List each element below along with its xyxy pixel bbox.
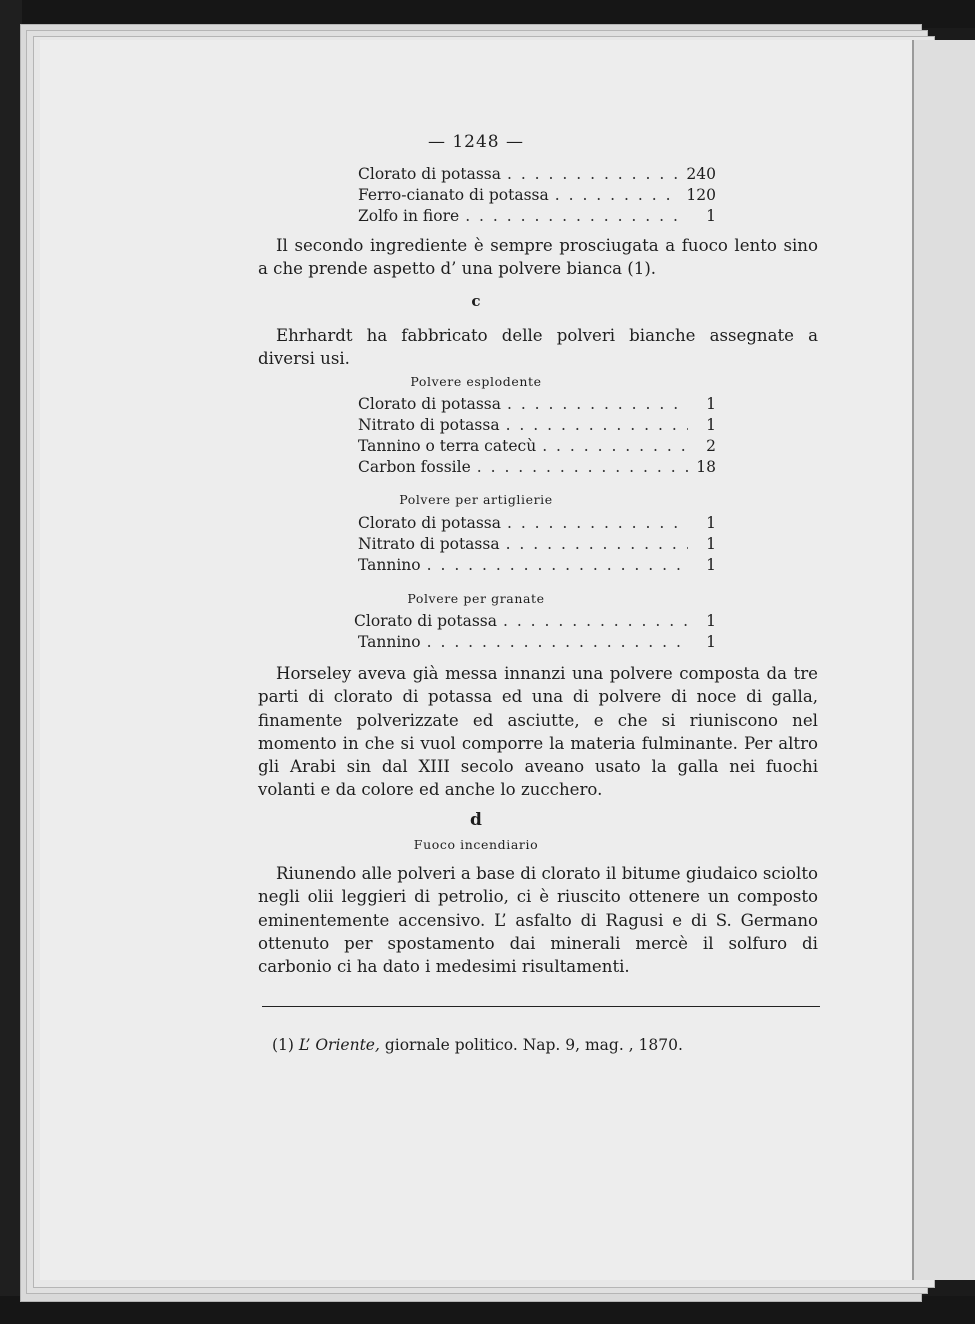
paragraph-fuoco-incendiario: Riunendo alle polveri a base di clorato il bitume giudaico sciolto negli olii leggieri di petrolio, ci è riuscito ottenere un composto eminentemente accensivo. L’ asfalto di Ragusi e di S. Germano ottenuto per spostamento dai minerali mercè il solfuro di carbonio ci ha dato i medesimi risultamenti. <box>258 864 818 977</box>
recipe-row <box>358 556 716 574</box>
subheading-polvere-artiglierie: Polvere per artiglierie <box>399 492 553 507</box>
recipe-row <box>358 416 716 434</box>
paragraph-horseley: Horseley aveva già messa innanzi una polvere composta da tre parti di clorato di potassa ed una di polvere di noce di galla, finamente polverizzate ed asciutte, e che si riuniscono nel momento in che si vuol comporre la materia fulminante. Per altro gli Arabi sin dal XIII secolo aveano usato la galla nei fuochi volanti e da colore ed anche lo zucchero. <box>258 664 818 800</box>
scan-left-border <box>0 0 22 1324</box>
footnote <box>272 1036 683 1054</box>
ingredient-label: Clorato di potassa <box>358 165 501 183</box>
footnote-rule <box>262 1006 820 1007</box>
footnote-source-title: L’ Oriente, <box>298 1036 380 1054</box>
leader-dots <box>506 416 688 434</box>
recipe-row <box>358 535 716 553</box>
ingredient-amount: 1 <box>706 556 716 574</box>
leader-dots <box>427 556 688 574</box>
leader-dots <box>427 633 688 651</box>
recipe-row <box>358 458 716 476</box>
ingredient-amount: 1 <box>706 416 716 434</box>
book-page <box>40 40 912 1280</box>
ingredient-label: Nitrato di potassa <box>358 535 500 553</box>
subheading-polvere-esplodente: Polvere esplodente <box>410 374 542 389</box>
recipe-row <box>358 186 716 204</box>
leader-dots <box>477 458 688 476</box>
ingredient-label: Clorato di potassa <box>358 395 501 413</box>
ingredient-label: Nitrato di potassa <box>358 416 500 434</box>
page-number: — 1248 — <box>427 132 525 152</box>
leader-dots <box>503 612 688 630</box>
leader-dots <box>542 437 688 455</box>
facing-page-edge <box>912 40 975 1280</box>
ingredient-amount: 1 <box>706 395 716 413</box>
ingredient-label: Carbon fossile <box>358 458 471 476</box>
recipe-row <box>354 612 716 630</box>
leader-dots <box>507 395 688 413</box>
paragraph-ehrhardt: Ehrhardt ha fabbricato delle polveri bianche assegnate a diversi usi. <box>258 326 818 369</box>
ingredient-amount: 1 <box>706 612 716 630</box>
paragraph-drying: Il secondo ingrediente è sempre prosciugata a fuoco lento sino a che prende aspetto d’ una polvere bianca (1). <box>258 236 818 279</box>
ingredient-label: Tannino o terra catecù <box>358 437 537 455</box>
subheading-fuoco-incendiario: Fuoco incendiario <box>413 837 539 852</box>
ingredient-label: Ferro-cianato di potassa <box>358 186 549 204</box>
recipe-row <box>358 437 716 455</box>
ingredient-amount: 1 <box>706 535 716 553</box>
ingredient-amount: 120 <box>686 186 716 204</box>
recipe-row <box>358 633 716 651</box>
ingredient-amount: 18 <box>696 458 716 476</box>
recipe-row <box>358 165 716 183</box>
recipe-row <box>358 207 716 225</box>
ingredient-amount: 2 <box>706 437 716 455</box>
ingredient-amount: 240 <box>686 165 716 183</box>
recipe-row <box>358 514 716 532</box>
leader-dots <box>507 165 680 183</box>
ingredient-amount: 1 <box>706 633 716 651</box>
leader-dots <box>555 186 681 204</box>
ingredient-label: Clorato di potassa <box>354 612 497 630</box>
leader-dots <box>465 207 688 225</box>
footnote-text: giornale politico. Nap. 9, mag. , 1870. <box>384 1036 683 1054</box>
ingredient-amount: 1 <box>706 514 716 532</box>
footnote-marker: (1) <box>272 1036 294 1054</box>
leader-dots <box>506 535 688 553</box>
ingredient-label: Tannino <box>358 556 421 574</box>
ingredient-amount: 1 <box>706 207 716 225</box>
leader-dots <box>507 514 688 532</box>
ingredient-label: Tannino <box>358 633 421 651</box>
section-letter-d: d <box>470 810 482 830</box>
recipe-row <box>358 395 716 413</box>
ingredient-label: Clorato di potassa <box>358 514 501 532</box>
subheading-polvere-granate: Polvere per granate <box>407 591 545 606</box>
ingredient-label: Zolfo in fiore <box>358 207 460 225</box>
section-letter-c: c <box>471 292 481 310</box>
